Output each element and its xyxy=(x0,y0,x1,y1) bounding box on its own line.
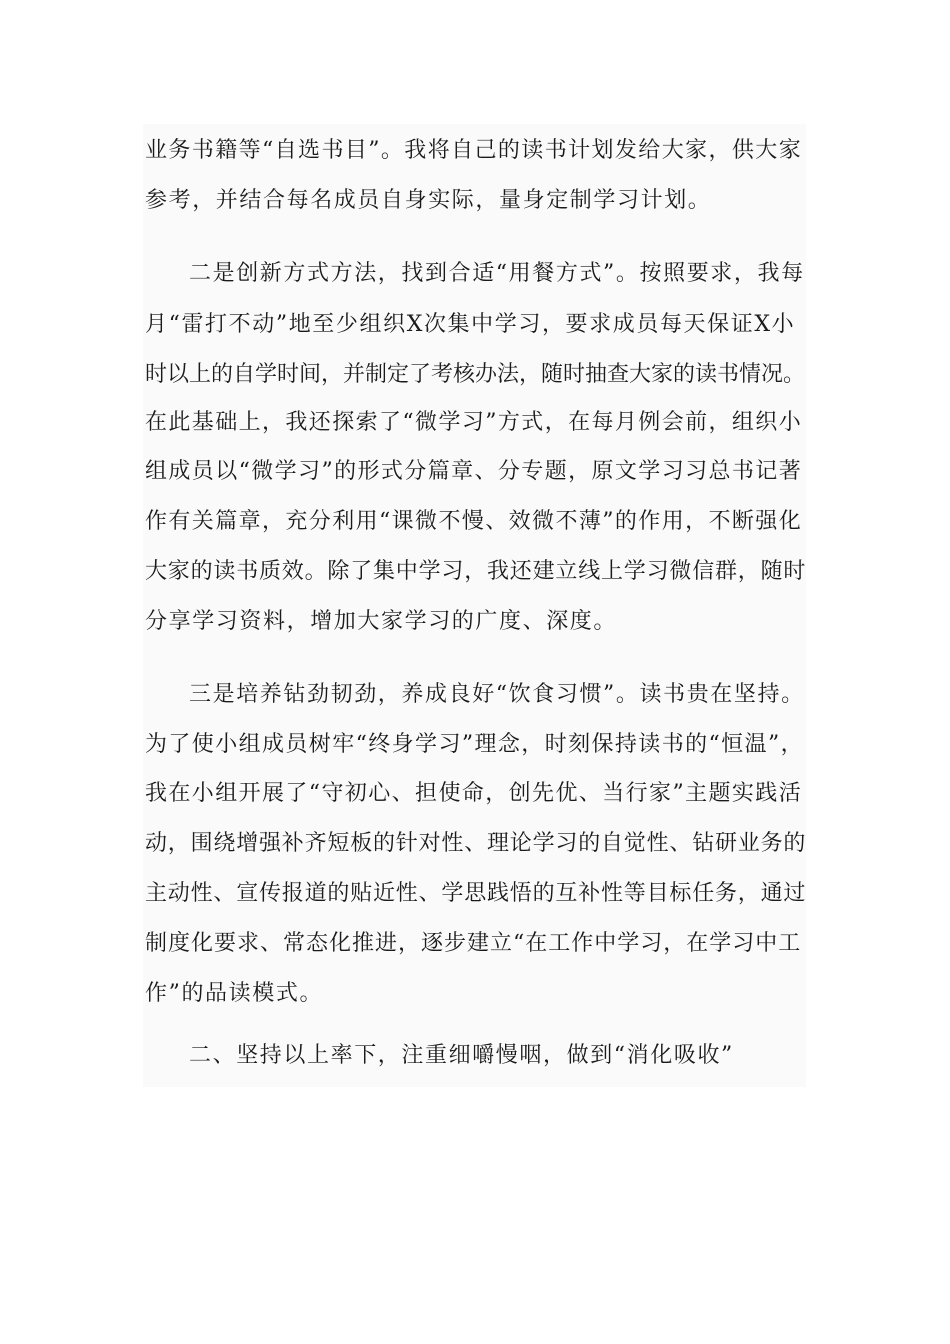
text-line: 制度化要求、常态化推进，逐步建立“在工作中学习，在学习中工 xyxy=(145,931,802,956)
paragraph-first-line: 二是创新方式方法，找到合适“用餐方式”。按照要求，我每 xyxy=(189,261,805,286)
text-line: 主动性、宣传报道的贴近性、学思践悟的互补性等目标任务，通过 xyxy=(145,881,807,906)
text-line: 参考，并结合每名成员自身实际，量身定制学习计划。 xyxy=(145,188,712,213)
text-line: 分享学习资料，增加大家学习的广度、深度。 xyxy=(145,609,618,634)
text-line: 我在小组开展了“守初心、担使命，创先优、当行家”主题实践活 xyxy=(145,781,803,806)
text-line: 组成员以“微学习”的形式分篇章、分专题，原文学习习总书记著 xyxy=(145,459,803,484)
text-line: 作”的品读模式。 xyxy=(145,981,324,1006)
text-line: 在此基础上，我还探索了“微学习”方式，在每月例会前，组织小 xyxy=(145,410,803,435)
text-line: 业务书籍等“自选书目”。我将自己的读书计划发给大家，供大家 xyxy=(145,138,803,163)
text-line: 动，围绕增强补齐短板的针对性、理论学习的自觉性、钻研业务的 xyxy=(145,831,807,856)
text-line: 月“雷打不动”地至少组织X次集中学习，要求成员每天保证X小 xyxy=(145,312,796,337)
text-line: 时以上的自学时间，并制定了考核办法，随时抽查大家的读书情况。 xyxy=(145,362,806,387)
document-body xyxy=(143,124,806,1087)
text-line: 作有关篇章，充分利用“课微不慢、效微不薄”的作用，不断强化 xyxy=(145,509,803,534)
section-heading: 二、坚持以上率下，注重细嚼慢咽，做到“消化吸收” xyxy=(189,1043,734,1068)
text-line: 大家的读书质效。除了集中学习，我还建立线上学习微信群，随时 xyxy=(145,559,807,584)
text-line: 为了使小组成员树牢“终身学习”理念，时刻保持读书的“恒温”， xyxy=(145,732,804,757)
paragraph-first-line: 三是培养钻劲韧劲，养成良好“饮食习惯”。读书贵在坚持。 xyxy=(189,682,805,707)
